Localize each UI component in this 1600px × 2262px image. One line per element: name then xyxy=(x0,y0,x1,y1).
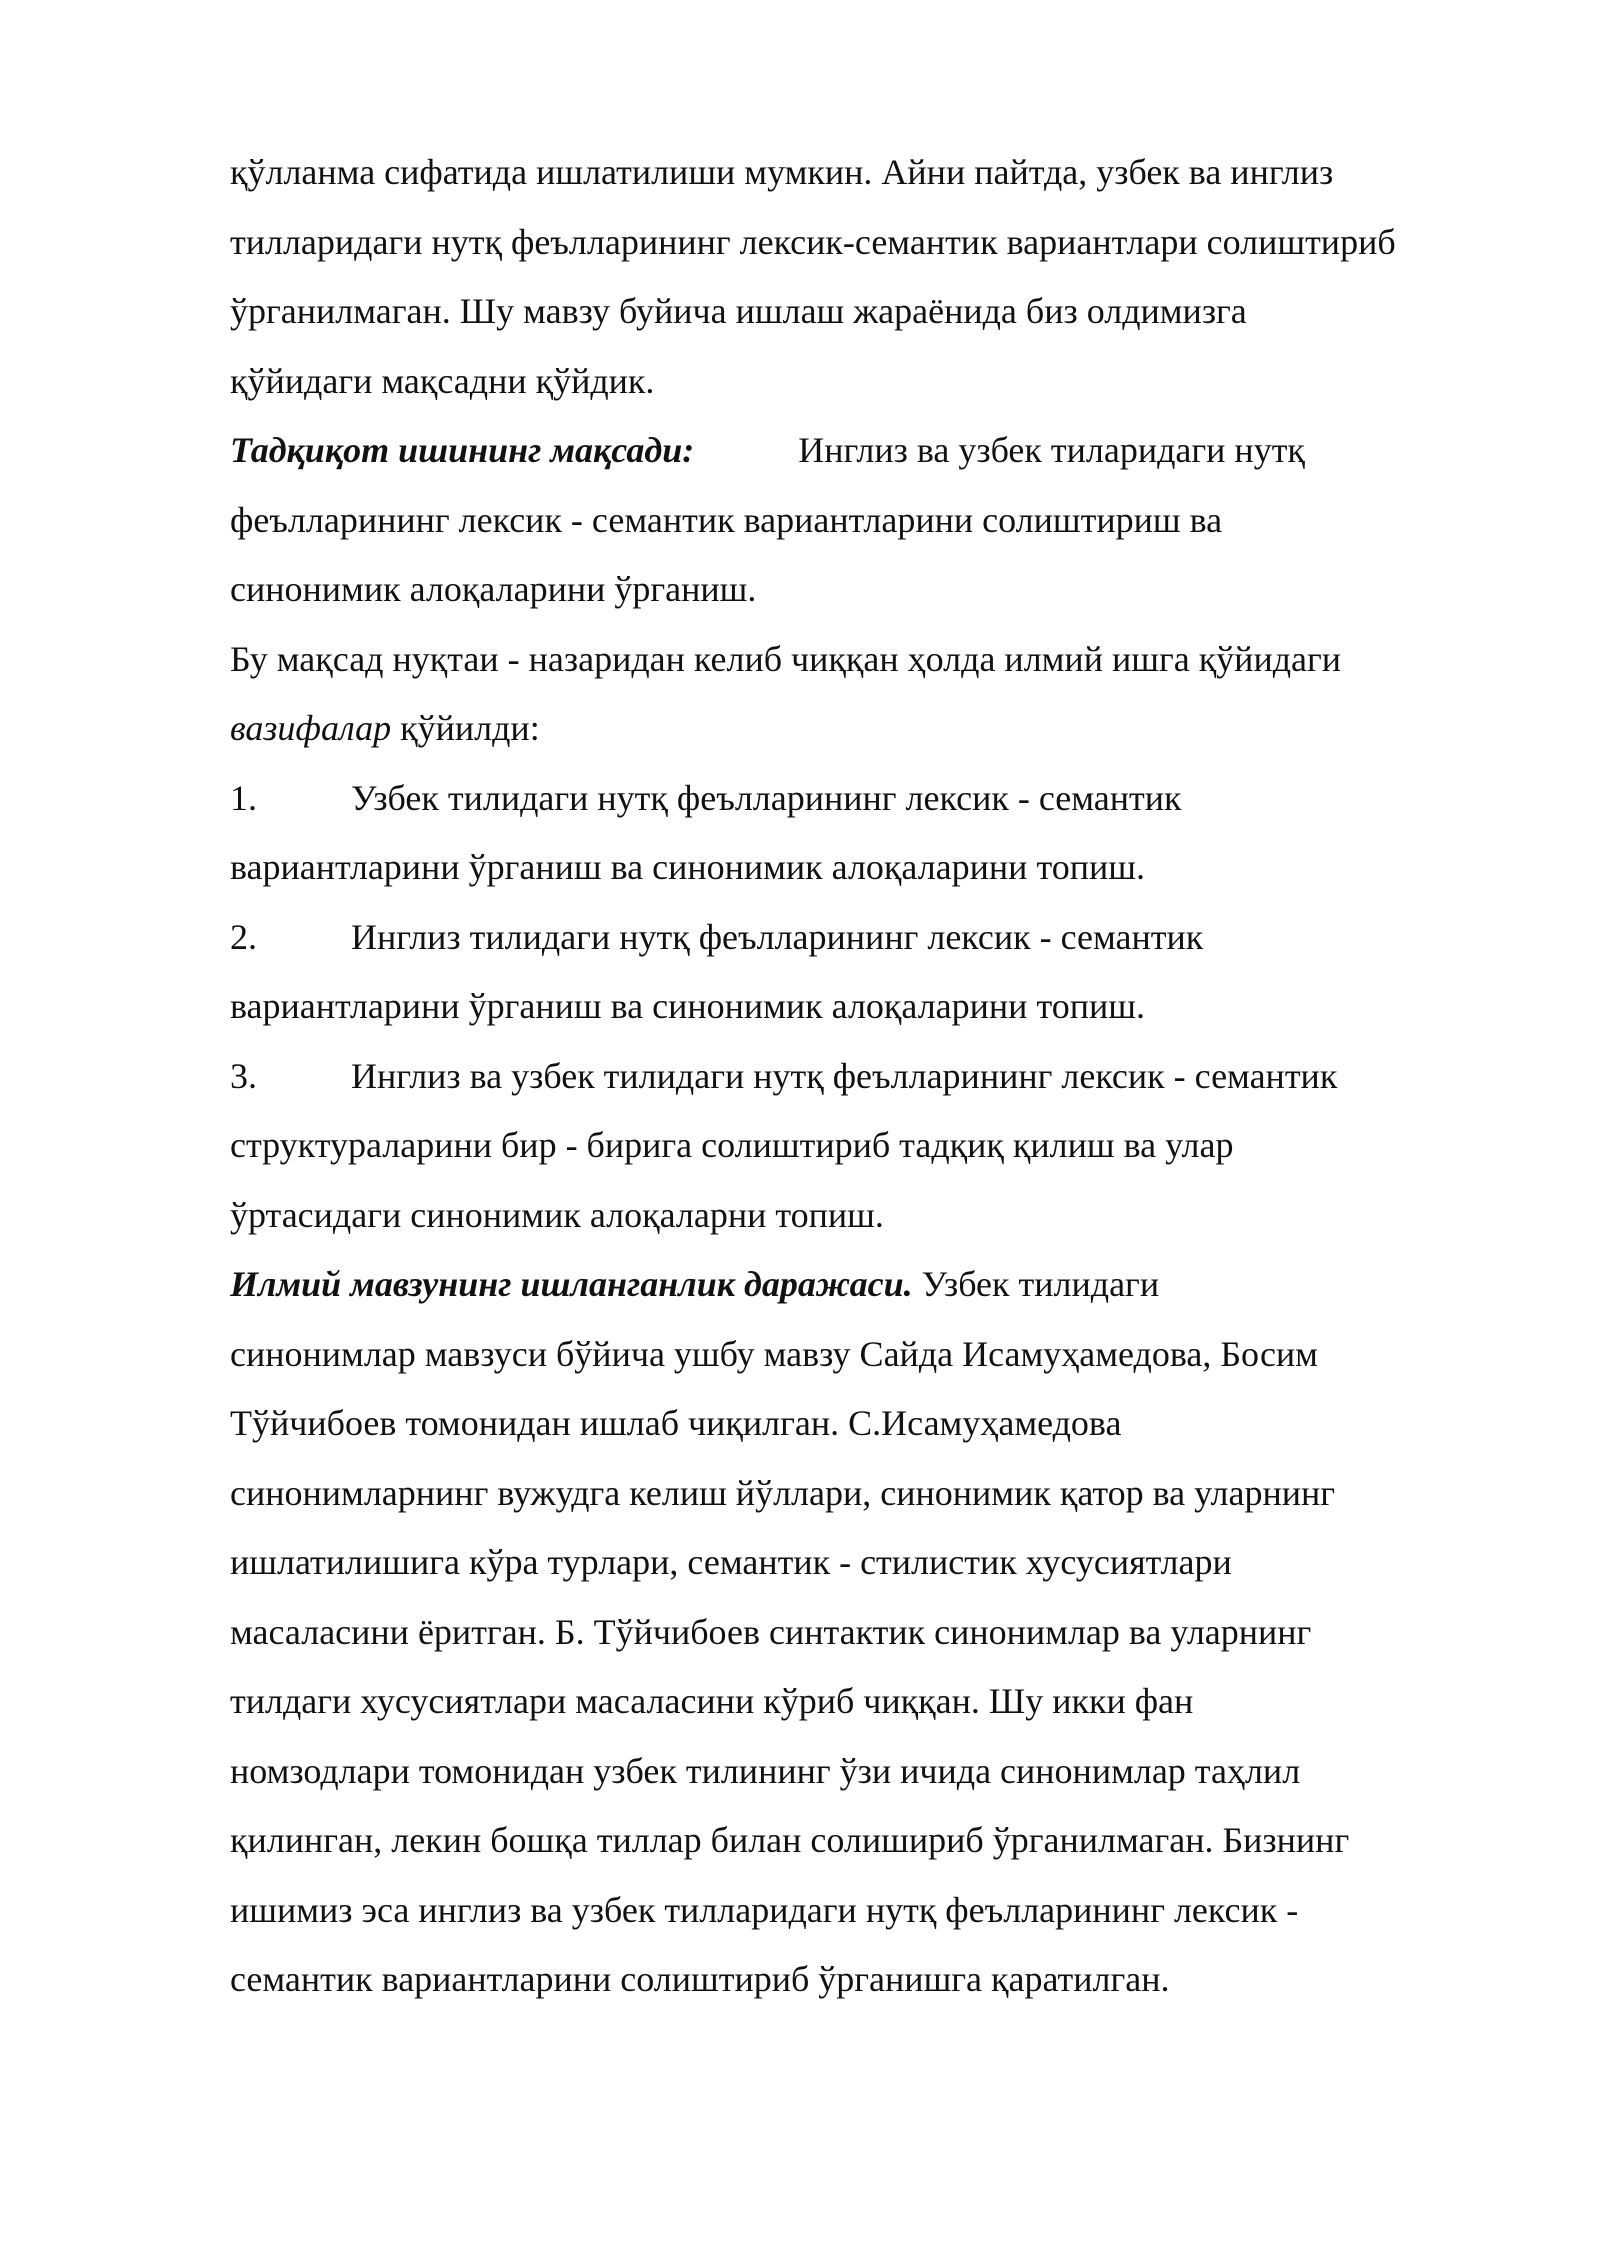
text-line xyxy=(230,1042,1490,1112)
text-line: Бу мақсад нуқтаи - назаридан келиб чиққан ҳолда илмий ишга қўйидаги xyxy=(230,638,1342,679)
text-line: қўлланма сифатида ишлатилиши мумкин. Айни пайтда, узбек ва инглиз xyxy=(230,152,1334,192)
list-number: 2. xyxy=(230,916,257,957)
intro-paragraph xyxy=(230,138,1490,416)
text-line: вариантларини ўрганиш ва синонимик алоқаларини топиш. xyxy=(230,986,1145,1026)
text-line: тилларидаги нутқ феълларининг лексик-семантик вариантлари солиштириб xyxy=(230,221,1396,262)
text-line: синонимларнинг вужудга келиш йўллари, синонимик қатор ва уларнинг xyxy=(230,1472,1336,1513)
text-line: ишлатилишига кўра турлари, семантик - стилистик хусусиятлари xyxy=(230,1542,1232,1582)
text-line: номзодлари томонидан узбек тилининг ўзи ичида синонимлар таҳлил xyxy=(230,1750,1301,1791)
text-line: ўрганилмаган. Шу мавзу буйича ишлаш жараёнида биз олдимизга xyxy=(230,291,1247,331)
list-item xyxy=(230,1042,1490,1251)
degree-paragraph xyxy=(230,1250,1490,2015)
text-line: структураларини бир - бирига солиштириб тадқиқ қилиш ва улар xyxy=(230,1125,1234,1165)
text-line xyxy=(230,764,1490,834)
task-text: Инглиз ва узбек тилидаги нутқ феълларининг лексик - семантик xyxy=(351,1055,1338,1096)
tasks-intro-rest: қўйилди: xyxy=(391,708,540,748)
italic-word: вазифалар xyxy=(230,708,392,748)
task-text: Узбек тилидаги нутқ феълларининг лексик - семантик xyxy=(351,777,1182,818)
degree-text: Узбек тилидаги xyxy=(912,1264,1160,1304)
text-line: қўйидаги мақсадни қўйдик. xyxy=(230,360,655,401)
text-line xyxy=(230,694,1490,764)
list-number: 3. xyxy=(230,1055,257,1096)
text-line: Тўйчибоев томонидан ишлаб чиқилган. С.Исамуҳамедова xyxy=(230,1403,1122,1443)
list-number: 1. xyxy=(230,777,257,818)
tasks-intro-paragraph xyxy=(230,625,1490,764)
task-list xyxy=(230,764,1490,1251)
text-line: ишимиз эса инглиз ва узбек тилларидаги нутқ феълларининг лексик - xyxy=(230,1889,1299,1930)
text-line: тилдаги хусусиятлари масаласини кўриб чиққан. Шу икки фан xyxy=(230,1681,1194,1721)
text-line xyxy=(230,1250,1490,1320)
text-line: масаласини ёритган. Б. Тўйчибоев синтактик синонимлар ва уларнинг xyxy=(230,1611,1312,1652)
text-line xyxy=(230,903,1490,973)
text-line: вариантларини ўрганиш ва синонимик алоқаларини топиш. xyxy=(230,847,1145,887)
text-line: феълларининг лексик - семантик вариантларини солиштириш ва xyxy=(230,499,1223,540)
list-item xyxy=(230,903,1490,1042)
text-line: ўртасидаги синонимик алоқаларни топиш. xyxy=(230,1194,884,1235)
goal-text: Инглиз ва узбек тиларидаги нутқ xyxy=(798,430,1305,470)
text-line: синонимик алоқаларини ўрганиш. xyxy=(230,569,757,609)
degree-heading: Илмий мавзунинг ишланганлик даражаси. xyxy=(230,1264,913,1304)
goal-heading: Тадқиқот ишининг мақсади: xyxy=(230,430,695,470)
text-line: семантик вариантларини солиштириб ўрганишга қаратилган. xyxy=(230,1959,1170,1999)
list-item xyxy=(230,764,1490,903)
text-line xyxy=(230,416,1490,486)
text-line: қилинган, лекин бошқа тиллар билан солишириб ўрганилмаган. Бизнинг xyxy=(230,1820,1350,1860)
document-page xyxy=(230,138,1490,2015)
task-text: Инглиз тилидаги нутқ феълларининг лексик - семантик xyxy=(351,916,1204,957)
text-line: синонимлар мавзуси бўйича ушбу мавзу Сайда Исамуҳамедова, Босим xyxy=(230,1333,1318,1374)
goal-paragraph xyxy=(230,416,1490,625)
